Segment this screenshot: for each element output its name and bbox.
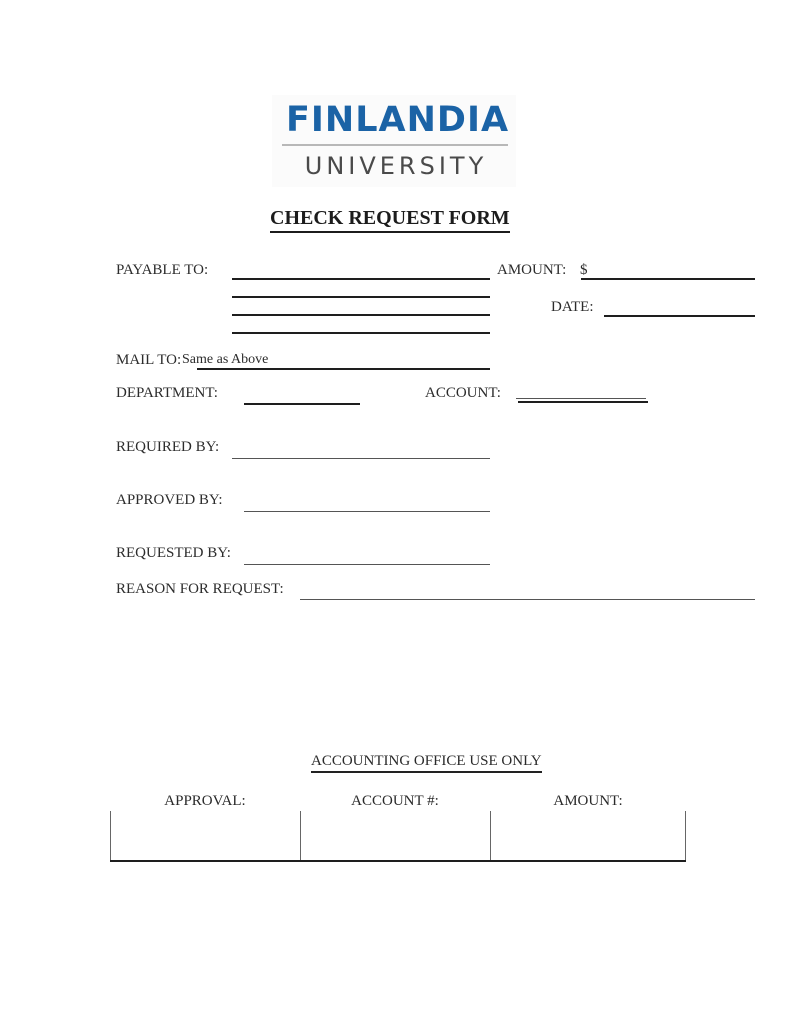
amount-cell[interactable] <box>491 812 684 860</box>
table-border-right <box>685 811 686 861</box>
account-number-cell[interactable] <box>301 812 489 860</box>
department-field[interactable] <box>244 403 360 405</box>
amount-label: AMOUNT: <box>497 262 567 278</box>
approved-by-field[interactable] <box>244 511 490 512</box>
payable-to-line-2[interactable] <box>232 296 490 298</box>
logo-divider <box>282 144 508 146</box>
payable-to-line-4[interactable] <box>232 332 490 334</box>
requested-by-field[interactable] <box>244 564 490 565</box>
payable-to-line-1[interactable] <box>232 278 490 280</box>
required-by-label: REQUIRED BY: <box>116 439 220 455</box>
approved-by-label: APPROVED BY: <box>116 492 223 508</box>
column-header-account-number: ACCOUNT #: <box>351 793 439 809</box>
mail-to-line <box>197 368 490 370</box>
account-field[interactable] <box>518 401 648 403</box>
department-label: DEPARTMENT: <box>116 385 218 401</box>
account-label: ACCOUNT: <box>425 385 501 401</box>
column-header-amount: AMOUNT: <box>553 793 623 809</box>
account-underline <box>516 398 646 399</box>
logo-text-university: UNIVERSITY <box>304 152 488 180</box>
payable-to-label: PAYABLE TO: <box>116 262 209 278</box>
currency-symbol: $ <box>580 262 588 278</box>
column-header-approval: APPROVAL: <box>164 793 246 809</box>
form-title: CHECK REQUEST FORM <box>270 206 510 233</box>
payable-to-line-3[interactable] <box>232 314 490 316</box>
amount-field[interactable] <box>581 278 755 280</box>
table-bottom-border <box>110 860 686 862</box>
reason-label: REASON FOR REQUEST: <box>116 581 284 597</box>
mail-to-value[interactable]: Same as Above <box>182 352 269 367</box>
date-field[interactable] <box>604 315 755 317</box>
reason-field[interactable] <box>300 599 755 600</box>
approval-cell[interactable] <box>111 812 299 860</box>
requested-by-label: REQUESTED BY: <box>116 545 231 561</box>
required-by-field[interactable] <box>232 458 490 459</box>
logo-text-finlandia: FINLANDIA <box>286 100 510 140</box>
accounting-section-title: ACCOUNTING OFFICE USE ONLY <box>311 752 542 773</box>
date-label: DATE: <box>551 299 594 315</box>
mail-to-label: MAIL TO: <box>116 352 182 368</box>
